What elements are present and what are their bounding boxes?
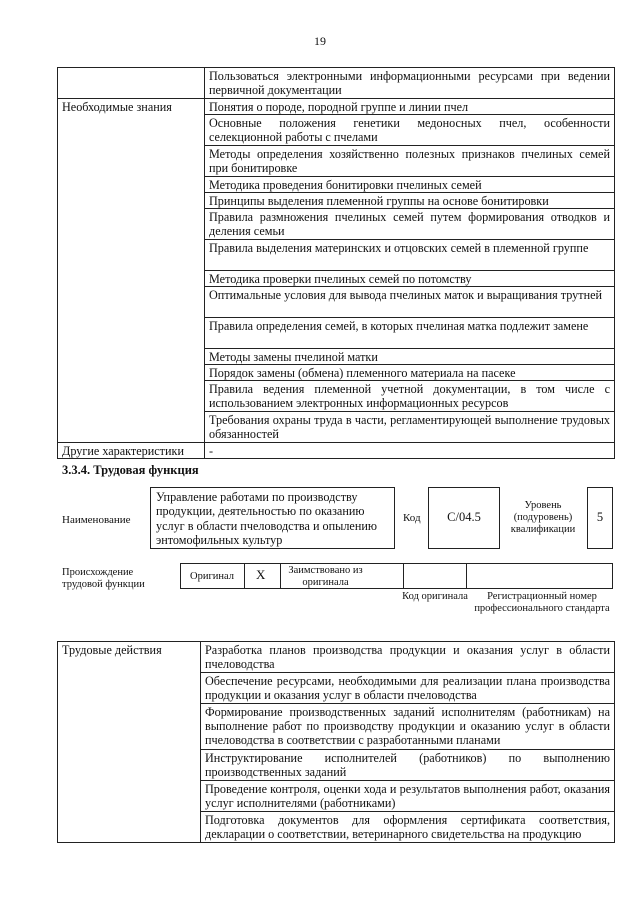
level-value: 5: [596, 510, 604, 524]
code-origin-cell: [403, 563, 467, 589]
page-number: 19: [314, 34, 326, 48]
level-label: Уровень (подуровень) квалификации: [510, 500, 576, 535]
origin-code-label: Код оригинала: [402, 591, 468, 602]
knowledge-item: Методика проверки пчелиных семей по потомству: [205, 271, 615, 287]
name-label: Наименование: [62, 514, 131, 526]
knowledge-item: Оптимальные условия для вывода пчелиных маток и выращивания трутней: [205, 287, 615, 318]
table-row: [58, 443, 615, 459]
knowledge-item: Порядок замены (обмена) племенного материала на пасеке: [205, 365, 615, 381]
code-box: [428, 487, 500, 549]
origin-label: Происхождение трудовой функции: [62, 567, 145, 590]
actions-table: [57, 641, 615, 843]
knowledge-item: Основные положения генетики медоносных пчел, особенности селекционной работы с пчелами: [205, 115, 615, 146]
code-label: Код: [403, 512, 421, 524]
action-item: Инструктирование исполнителей (работников) по выполнению производственных заданий: [201, 750, 615, 781]
knowledge-item: Методы замены пчелиной матки: [205, 349, 615, 365]
knowledge-item: Правила определения семей, в которых пчелиная матка подлежит замене: [205, 318, 615, 349]
reg-number-label: Регистрационный номер профессионального стандарта: [474, 591, 610, 614]
knowledge-item: Методы определения хозяйственно полезных признаков пчелиных семей при бонитировке: [205, 146, 615, 177]
other-characteristics-value: -: [205, 443, 615, 459]
table-row: [58, 642, 615, 673]
original-label: Оригинал: [190, 571, 234, 582]
level-box: [587, 487, 613, 549]
borrowed-label: Заимствовано из оригинала: [288, 565, 363, 588]
skill-cell: Пользоваться электронными информационными ресурсами при ведении первичной документации: [205, 68, 615, 99]
empty-cell: [58, 68, 205, 99]
table-row: [58, 99, 615, 115]
code-value: С/04.5: [447, 510, 481, 524]
knowledge-item: Правила размножения пчелиных семей путем формирования отводков и деления семьи: [205, 209, 615, 240]
section-title: 3.3.4. Трудовая функция: [62, 463, 199, 477]
action-item: Разработка планов производства продукции и оказания услуг в области пчеловодства: [201, 642, 615, 673]
knowledge-item: Принципы выделения племенной группы на основе бонитировки: [205, 193, 615, 209]
knowledge-item: Правила выделения материнских и отцовских семей в племенной группе: [205, 240, 615, 271]
other-characteristics-label: Другие характеристики: [58, 443, 205, 459]
knowledge-item: Методика проведения бонитировки пчелиных семей: [205, 177, 615, 193]
action-item: Обеспечение ресурсами, необходимыми для реализации плана производства продукции и оказания услуг в области пчеловодства: [201, 673, 615, 704]
table-row: [58, 68, 615, 99]
original-mark: X: [256, 567, 266, 582]
function-name-box: Управление работами по производству продукции, деятельностью по оказанию услуг в области пчеловодства и опылению энтомофильных культур: [150, 487, 395, 549]
actions-label: Трудовые действия: [58, 642, 201, 843]
knowledge-table: [57, 67, 615, 459]
knowledge-item: Правила ведения племенной учетной документации, в том числе с использованием электронных информационных ресурсов: [205, 381, 615, 412]
knowledge-label: Необходимые знания: [58, 99, 205, 443]
knowledge-item: Требования охраны труда в части, регламентирующей выполнение трудовых обязанностей: [205, 412, 615, 443]
knowledge-item: Понятия о породе, породной группе и линии пчел: [205, 99, 615, 115]
action-item: Подготовка документов для оформления сертификата соответствия, декларации о соответствии, ветеринарного свидетельства на продукцию: [201, 812, 615, 843]
action-item: Формирование производственных заданий исполнителям (работникам) на выполнение работ по производству продукции и оказанию услуг в области пчеловодства в соответствии с разработанными планами: [201, 704, 615, 750]
action-item: Проведение контроля, оценки хода и результатов выполнения работ, оказания услуг исполнителями (работниками): [201, 781, 615, 812]
